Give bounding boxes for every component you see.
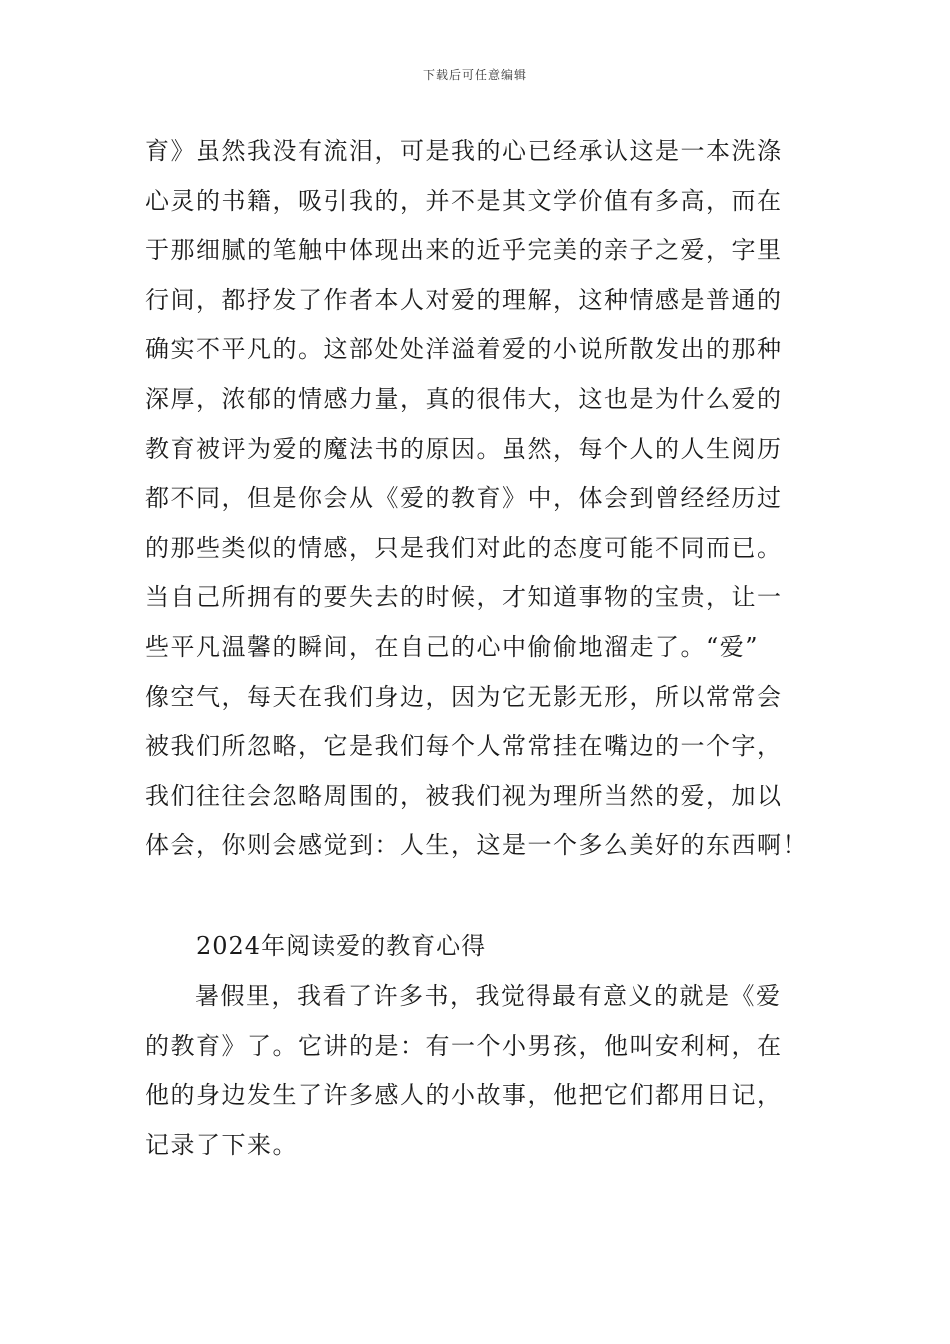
text-line: 育》虽然我没有流泪，可是我的心已经承认这是一本洗涤 bbox=[145, 137, 783, 165]
text-line: 记录了下来。 bbox=[145, 1130, 298, 1159]
text-line: 像空气，每天在我们身边，因为它无影无形，所以常常会 bbox=[145, 682, 783, 711]
text-line: 的那些类似的情感，只是我们对此的态度可能不同而已。 bbox=[145, 533, 783, 562]
text-line: 确实不平凡的。这部处处洋溢着爱的小说所散发出的那种 bbox=[145, 335, 783, 364]
text-line: 体会，你则会感觉到：人生，这是一个多么美好的东西啊！ bbox=[145, 831, 808, 860]
paragraph bbox=[145, 972, 810, 1170]
page-header: 下载后可任意编辑 bbox=[422, 68, 527, 82]
text-line: 于那细腻的笔触中体现出来的近乎完美的亲子之爱，字里 bbox=[145, 236, 783, 265]
text-line: 心灵的书籍，吸引我的，并不是其文学价值有多高，而在 bbox=[145, 186, 783, 215]
paragraph-continued bbox=[145, 127, 810, 871]
text-line: 我们往往会忽略周围的，被我们视为理所当然的爱，加以 bbox=[145, 781, 783, 810]
section-title: 2024年阅读爱的教育心得 bbox=[196, 932, 487, 960]
text-line: 都不同，但是你会从《爱的教育》中，体会到曾经经历过 bbox=[145, 484, 783, 513]
text-line: 教育被评为爱的魔法书的原因。虽然，每个人的人生阅历 bbox=[145, 434, 783, 463]
text-line: 当自己所拥有的要失去的时候，才知道事物的宝贵，让一 bbox=[145, 583, 783, 612]
text-line: 的教育》了。它讲的是：有一个小男孩，他叫安利柯，在 bbox=[145, 1031, 783, 1060]
text-line: 被我们所忽略，它是我们每个人常常挂在嘴边的一个字， bbox=[145, 732, 783, 761]
text-line: 深厚，浓郁的情感力量，真的很伟大，这也是为什么爱的 bbox=[145, 384, 783, 413]
text-line: 些平凡温馨的瞬间，在自己的心中偷偷地溜走了。“爱” bbox=[145, 632, 760, 661]
text-line: 他的身边发生了许多感人的小故事，他把它们都用日记， bbox=[145, 1081, 783, 1110]
text-line: 暑假里，我看了许多书，我觉得最有意义的就是《爱 bbox=[195, 982, 782, 1010]
text-line: 行间，都抒发了作者本人对爱的理解，这种情感是普通的 bbox=[145, 285, 783, 314]
